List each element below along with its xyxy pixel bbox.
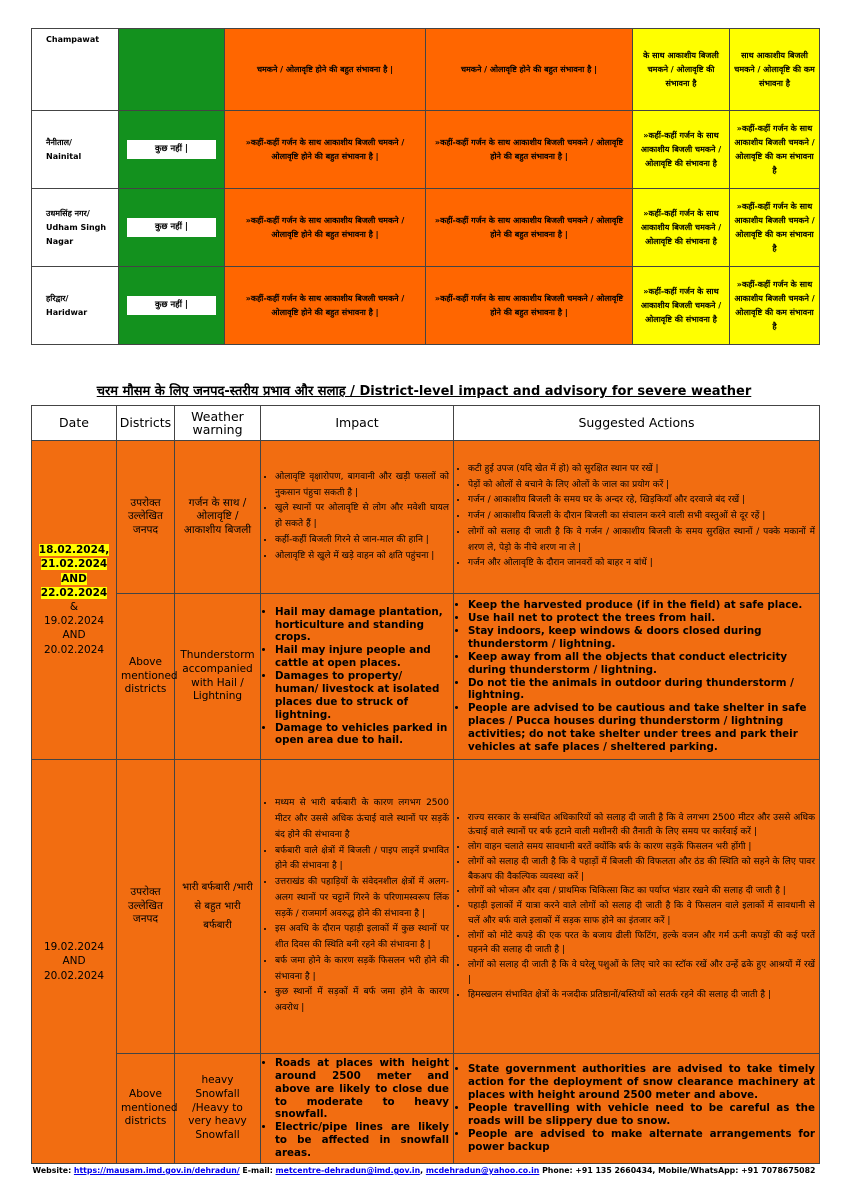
- table-row: [32, 1054, 820, 1164]
- impact-cell: [261, 1054, 454, 1164]
- list-item: • लोगों को मोटे कपड़े की एक परत के बजाय ढीली फिटिंग, हल्के वजन और गर्म ऊनी कपड़ों की कई परतें पहनने की सलाह दी जाती है |: [468, 929, 815, 959]
- email-label: E-mail:: [242, 1166, 273, 1175]
- list-item: • बर्फबारी वाले क्षेत्रों में बिजली / पाइप लाइनें प्रभावित होने की संभावना है |: [275, 844, 449, 876]
- yellow-warning-cell: »कहीं-कहीं गर्जन के साथ आकाशीय बिजली चमकने / ओलावृष्टि की कम संभावना है: [730, 189, 820, 267]
- yellow-warning-cell: »कहीं-कहीं गर्जन के साथ आकाशीय बिजली चमकने / ओलावृष्टि की कम संभावना है: [730, 111, 820, 189]
- date-line: 20.02.2024: [43, 643, 105, 656]
- table-row: [32, 111, 820, 189]
- districts-cell: Above mentioned districts: [117, 1054, 175, 1164]
- yellow-warning-cell: »कहीं-कहीं गर्जन के साथ आकाशीय बिजली चमकने / ओलावृष्टि की कम संभावना है: [730, 267, 820, 345]
- no-warning-cell: [119, 29, 225, 111]
- table-row: [32, 29, 820, 111]
- list-item: • पहाड़ी इलाकों में यात्रा करने वाले लोगों को सलाह दी जाती है कि वे फिसलन वाले इलाकों में सावधानी से चलें और बर्फ वाले इलाकों में सड़क साफ होने का इंतजार करें |: [468, 899, 815, 929]
- orange-warning-cell: »कहीं-कहीं गर्जन के साथ आकाशीय बिजली चमकने / ओलावृष्टि होने की बहुत संभावना है |: [225, 189, 426, 267]
- header-date: Date: [32, 406, 117, 441]
- orange-warning-cell: »कहीं-कहीं गर्जन के साथ आकाशीय बिजली चमकने / ओलावृष्टि होने की बहुत संभावना है |: [426, 267, 633, 345]
- no-warning-cell: [119, 189, 225, 267]
- districts-cell: उपरोक्त उल्लेखित जनपद: [117, 441, 175, 594]
- list-item: • ओलावृष्टि वृक्षारोपण, बागवानी और खड़ी फसलों को नुकसान पंहुचा सकती है |: [275, 470, 449, 502]
- list-item: • बर्फ जमा होने के कारण सड़कें फिसलन भरी होने की संभावना है |: [275, 954, 449, 986]
- no-warning-label: कुछ नहीं |: [127, 296, 216, 315]
- list-item: • कहीं-कहीं बिजली गिरने से जान-माल की हानि |: [275, 533, 449, 549]
- list-item: • खुले स्थानों पर ओलावृष्टि से लोग और मवेशी घायल हो सकते हैं |: [275, 501, 449, 533]
- list-item: • गर्जन / आकाशीय बिजली के दौरान बिजली का संचालन करने वाली सभी वस्तुओं से दूर रहें |: [468, 509, 815, 525]
- orange-warning-cell: चमकने / ओलावृष्टि होने की बहुत संभावना है |: [426, 29, 633, 111]
- list-item: • Do not tie the animals in outdoor during thunderstorm / lightning.: [468, 677, 815, 703]
- list-item: • गर्जन / आकाशीय बिजली के समय घर के अन्दर रहे, खिड़कियाँ और दरवाजे बंद रखें |: [468, 493, 815, 509]
- date-line: AND: [61, 572, 87, 585]
- warning-cell: Thunderstorm accompanied with Hail / Lightning: [175, 594, 261, 760]
- list-item: • Hail may damage plantation, horticulture and standing crops.: [275, 606, 449, 645]
- yellow-warning-cell: »कहीं-कहीं गर्जन के साथ आकाशीय बिजली चमकने / ओलावृष्टि की संभावना है: [633, 111, 730, 189]
- date-line: 18.02.2024,: [38, 544, 110, 557]
- warning-cell: heavy Snowfall /Heavy to very heavy Snowfall: [175, 1054, 261, 1164]
- email-link-1[interactable]: metcentre-dehradun@imd.gov.in: [275, 1166, 421, 1175]
- impact-cell: [261, 760, 454, 1054]
- list-item: • राज्य सरकार के सम्बंधित अधिकारियों को सलाह दी जाती है कि वे लगभग 2500 मीटर और उससे अधिक ऊंचाई वाले स्थानों पर बर्फ हटाने वाली मशीनरी की तैनाती के लिए समय पर कार्रवाई करें |: [468, 811, 815, 841]
- list-item: • लोग वाहन चलाते समय सावधानी बरतें क्योंकि बर्फ के कारण सड़कें फिसलन भरी होंगी |: [468, 840, 815, 855]
- advisory-table: [31, 405, 820, 1164]
- header-districts: Districts: [117, 406, 175, 441]
- district-name: हरिद्वार/ Haridwar: [32, 267, 119, 345]
- date-line: AND: [62, 629, 86, 642]
- phone-text: Phone: +91 135 2660434, Mobile/WhatsApp: +91 7078675082: [542, 1166, 816, 1175]
- date-cell: [32, 441, 117, 760]
- list-item: • हिमस्खलन संभावित क्षेत्रों के नजदीक प्रतिष्ठानों/बस्तियों को सतर्क रहने की सलाह दी जाती है |: [468, 988, 815, 1003]
- table-header-row: [32, 406, 820, 441]
- footer: Website: https://mausam.imd.gov.in/dehradun/ E-mail: metcentre-dehradun@imd.gov.in, mcdehradun@yahoo.co.in Phone: +91 135 2660434, Mobile/WhatsApp: +91 7078675082: [32, 1166, 816, 1175]
- date-line: 19.02.2024: [43, 615, 105, 628]
- list-item: • People are advised to be cautious and take shelter in safe places / Pucca houses during thunderstorm / lightning activities; do not take shelter under trees and park their vehicles at safe places / sheltered parking.: [468, 702, 815, 753]
- header-suggested-actions: Suggested Actions: [454, 406, 820, 441]
- list-item: • लोगों को सलाह दी जाती है कि वे गर्जन / आकाशीय बिजली के समय सुरक्षित स्थानों / पक्के मकानों में शरण ले, पेड़ो के नीचे शरण ना ले |: [468, 525, 815, 557]
- list-item: • उत्तराखंड की पहाड़ियों के संवेदनशील क्षेत्रों में अलग-अलग स्थानों पर चट्टानें गिरने के परिणामस्वरूप लिंक सड़कें / राजमार्ग अवरुद्ध होने की संभावना है |: [275, 875, 449, 922]
- district-name: Champawat: [32, 29, 119, 111]
- list-item: • लोगों को सलाह दी जाती है कि वे पहाड़ों में बिजली की विफलता और ठंड की स्थिति को सहने के लिए पावर बैकअप की वैकल्पिक व्यवस्था करें |: [468, 855, 815, 885]
- date-cell: [32, 760, 117, 1164]
- list-item: • लोगों को सलाह दी जाती है कि वे घरेलू पशुओं के लिए चारे का स्टॉक रखें और उन्हें ढके हुए आश्रयों में रखें |: [468, 958, 815, 988]
- list-item: • पेड़ों को ओलों से बचाने के लिए ओलों के जाल का प्रयोग करें |: [468, 478, 815, 494]
- list-item: • Hail may injure people and cattle at open places.: [275, 644, 449, 670]
- actions-cell: [454, 760, 820, 1054]
- website-link[interactable]: https://mausam.imd.gov.in/dehradun/: [73, 1166, 240, 1175]
- list-item: • मध्यम से भारी बर्फबारी के कारण लगभग 2500 मीटर और उससे अधिक ऊंचाई वाले स्थानों पर सड़कें बंद होने की संभावना है: [275, 796, 449, 843]
- district-name: नैनीताल/ Nainital: [32, 111, 119, 189]
- orange-warning-cell: »कहीं-कहीं गर्जन के साथ आकाशीय बिजली चमकने / ओलावृष्टि होने की बहुत संभावना है |: [225, 267, 426, 345]
- list-item: • गर्जन और ओलावृष्टि के दौरान जानवरों को बाहर न बांधें |: [468, 556, 815, 572]
- orange-warning-cell: »कहीं-कहीं गर्जन के साथ आकाशीय बिजली चमकने / ओलावृष्टि होने की बहुत संभावना है |: [426, 189, 633, 267]
- no-warning-cell: [119, 111, 225, 189]
- impact-cell: [261, 594, 454, 760]
- list-item: • Damage to vehicles parked in open area due to hail.: [275, 722, 449, 748]
- list-item: • Keep away from all the objects that conduct electricity during thunderstorm / lightning.: [468, 651, 815, 677]
- orange-warning-cell: »कहीं-कहीं गर्जन के साथ आकाशीय बिजली चमकने / ओलावृष्टि होने की बहुत संभावना है |: [426, 111, 633, 189]
- no-warning-label: कुछ नहीं |: [127, 218, 216, 237]
- list-item: • Use hail net to protect the trees from hail.: [468, 612, 815, 625]
- list-item: • Keep the harvested produce (if in the field) at safe place.: [468, 599, 815, 612]
- date-line: &: [69, 601, 79, 613]
- yellow-warning-cell: के साथ आकाशीय बिजली चमकने / ओलावृष्टि की संभावना है: [633, 29, 730, 111]
- actions-cell: [454, 441, 820, 594]
- list-item: • Roads at places with height around 2500 meter and above are likely to close due to moderate to heavy snowfall.: [275, 1057, 449, 1121]
- table-row: [32, 189, 820, 267]
- list-item: • State government authorities are advised to take timely action for the deployment of snow clearance machinery at places with height around 2500 meter and above.: [468, 1063, 815, 1102]
- districts-cell: Above mentioned districts: [117, 594, 175, 760]
- impact-cell: [261, 441, 454, 594]
- date-line: 21.02.2024: [40, 558, 108, 571]
- date-line: AND: [62, 955, 86, 968]
- date-line: 19.02.2024: [43, 941, 105, 954]
- header-impact: Impact: [261, 406, 454, 441]
- header-weather-warning: Weather warning: [175, 406, 261, 441]
- yellow-warning-cell: साथ आकाशीय बिजली चमकने / ओलावृष्टि की कम संभावना है: [730, 29, 820, 111]
- orange-warning-cell: »कहीं-कहीं गर्जन के साथ आकाशीय बिजली चमकने / ओलावृष्टि होने की बहुत संभावना है |: [225, 111, 426, 189]
- list-item: • People are advised to make alternate arrangements for power backup: [468, 1128, 815, 1154]
- actions-cell: [454, 1054, 820, 1164]
- no-warning-label: कुछ नहीं |: [127, 140, 216, 159]
- list-item: • लोगों को भोजन और दवा / प्राथमिक चिकित्सा किट का पर्याप्त भंडार रखने की सलाह दी जाती है |: [468, 884, 815, 899]
- list-item: • People travelling with vehicle need to be careful as the roads will be slippery due to snow.: [468, 1102, 815, 1128]
- list-item: • Stay indoors, keep windows & doors closed during thunderstorm / lightning.: [468, 625, 815, 651]
- table-row: [32, 441, 820, 594]
- date-line: 22.02.2024: [40, 586, 108, 599]
- list-item: • ओलावृष्टि से खुले में खड़े वाहन को क्षति पहुंचना |: [275, 549, 449, 565]
- list-item: • Electric/pipe lines are likely to be affected in snowfall areas.: [275, 1121, 449, 1160]
- date-line: 20.02.2024: [43, 969, 105, 982]
- list-item: • Damages to property/ human/ livestock at isolated places due to struck of lightning.: [275, 670, 449, 721]
- actions-cell: [454, 594, 820, 760]
- list-item: • कटी हुई उपज (यदि खेत में हो) को सुरक्षित स्थान पर रखें |: [468, 462, 815, 478]
- warning-cell: गर्जन के साथ / ओलावृष्टि / आकाशीय बिजली: [175, 441, 261, 594]
- email-link-2[interactable]: mcdehradun@yahoo.co.in: [425, 1166, 540, 1175]
- district-name: उधमसिंह नगर/ Udham Singh Nagar: [32, 189, 119, 267]
- yellow-warning-cell: »कहीं-कहीं गर्जन के साथ आकाशीय बिजली चमकने / ओलावृष्टि की संभावना है: [633, 189, 730, 267]
- yellow-warning-cell: »कहीं-कहीं गर्जन के साथ आकाशीय बिजली चमकने / ओलावृष्टि की संभावना है: [633, 267, 730, 345]
- warning-cell: भारी बर्फबारी /भारी से बहुत भारी बर्फबारी: [175, 760, 261, 1054]
- list-item: • इस अवधि के दौरान पहाड़ी इलाकों में कुछ स्थानों पर शीत दिवस की स्थिति बनी रहने की संभावना है |: [275, 922, 449, 954]
- table-row: [32, 594, 820, 760]
- table-row: [32, 267, 820, 345]
- orange-warning-cell: चमकने / ओलावृष्टि होने की बहुत संभावना है |: [225, 29, 426, 111]
- advisory-section-heading: चरम मौसम के लिए जनपद-स्तरीय प्रभाव और सलाह / District-level impact and advisory for severe weather: [96, 384, 752, 399]
- no-warning-cell: [119, 267, 225, 345]
- district-warning-table: [31, 28, 820, 345]
- website-label: Website:: [32, 1166, 72, 1175]
- districts-cell: उपरोक्त उल्लेखित जनपद: [117, 760, 175, 1054]
- table-row: [32, 760, 820, 1054]
- list-item: • कुछ स्थानों में सड़कों में बर्फ जमा होने के कारण अवरोध |: [275, 985, 449, 1017]
